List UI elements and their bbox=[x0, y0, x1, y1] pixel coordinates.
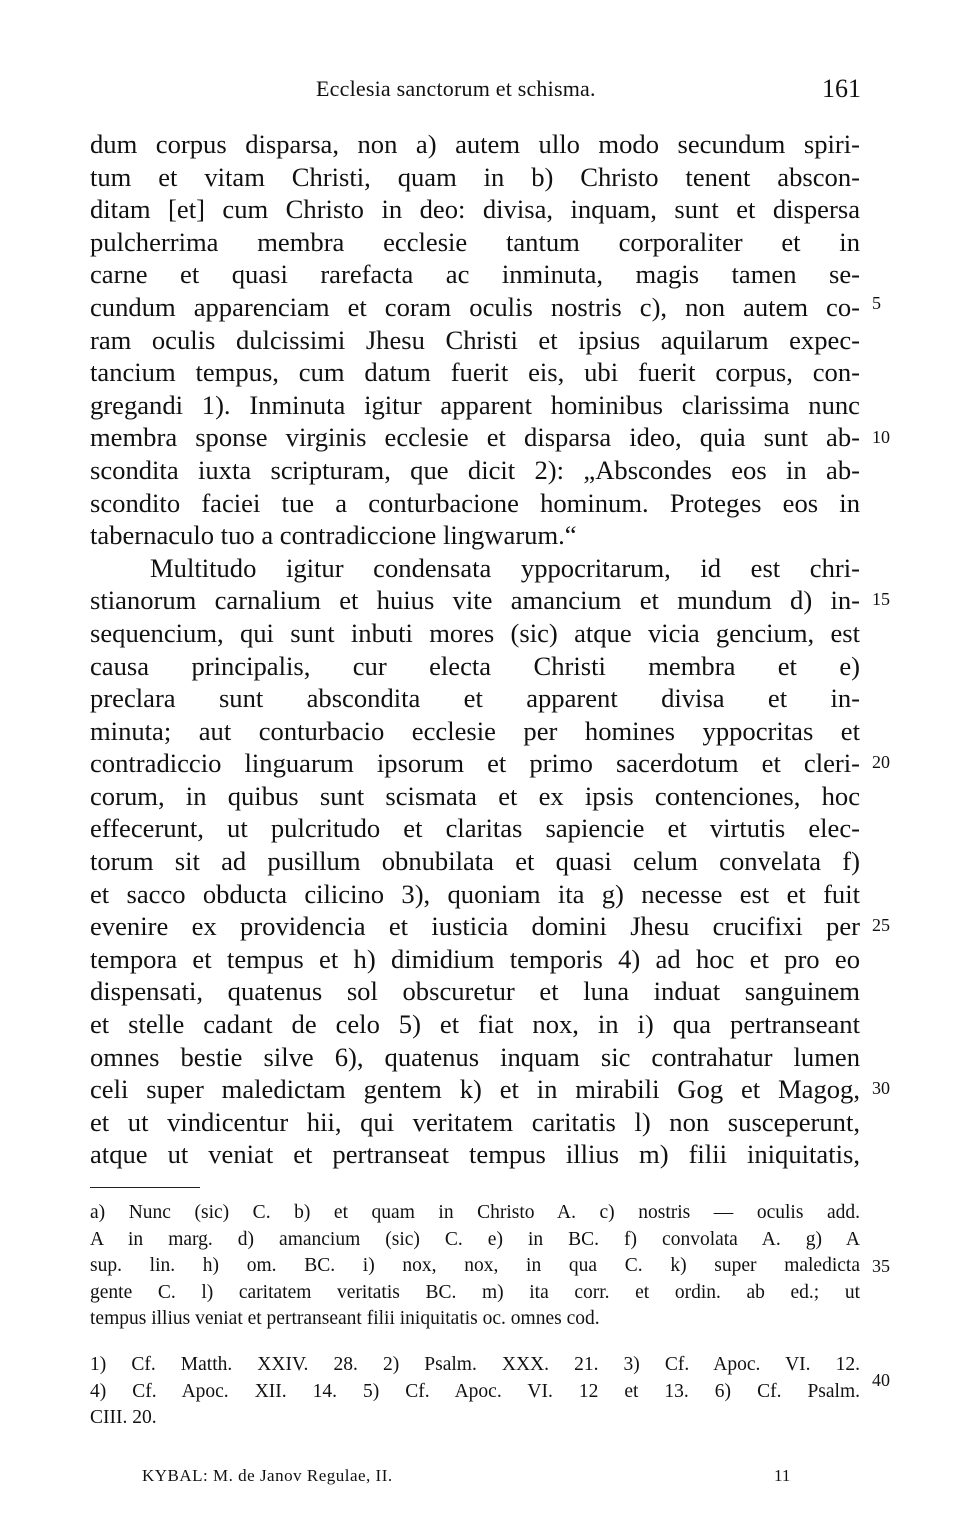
body-line: omnes bestie silve 6), quatenus inquam sic contrahatur lumen bbox=[90, 1041, 860, 1072]
source-notes bbox=[90, 1352, 860, 1432]
body-line: cundum apparenciam et coram oculis nostris c), non autem co- bbox=[90, 291, 860, 322]
body-line: celi super maledictam gentem k) et in mirabili Gog et Magog, bbox=[90, 1074, 860, 1105]
source-line: 4) Cf. Apoc. XII. 14. 5) Cf. Apoc. VI. 12 et 13. 6) Cf. Psalm. bbox=[90, 1380, 860, 1402]
source-line: CIII. 20. bbox=[90, 1407, 157, 1428]
apparatus-line: gente C. l) caritatem veritatis BC. m) ita corr. et ordin. ab ed.; ut bbox=[90, 1281, 860, 1303]
body-line: tabernaculo tuo a contradiccione lingwarum.“ bbox=[90, 520, 577, 551]
body-line: preclara sunt abscondita et apparent divisa et in- bbox=[90, 683, 860, 714]
body-line: causa principalis, cur electa Christi membra et e) bbox=[90, 650, 860, 681]
apparatus-line: a) Nunc (sic) C. b) et quam in Christo A. c) nostris — oculis add. bbox=[90, 1202, 860, 1223]
body-line: dum corpus disparsa, non a) autem ullo modo secundum spiri- bbox=[90, 129, 860, 159]
running-title: Ecclesia sanctorum et schisma. bbox=[316, 76, 596, 101]
body-line: tempora et tempus et h) dimidium temporis 4) ad hoc et pro eo bbox=[90, 943, 860, 974]
body-line: scondita iuxta scripturam, que dicit 2): „Abscondes eos in ab- bbox=[90, 454, 860, 485]
body-line: et stelle cadant de celo 5) et fiat nox, in i) qua pertranseant bbox=[90, 1009, 860, 1040]
body-line: ram oculis dulcissimi Jhesu Christi et ipsius aquilarum expec- bbox=[90, 324, 860, 355]
margin-line-number: 25 bbox=[872, 915, 890, 935]
body-line: torum sit ad pusillum obnubilata et quasi celum convelata f) bbox=[90, 846, 860, 877]
sheet-number: 11 bbox=[774, 1466, 791, 1485]
body-line: scondito faciei tue a conturbacione hominum. Proteges eos in bbox=[90, 487, 860, 518]
body-line: et sacco obducta cilicino 3), quoniam ita g) necesse est et fuit bbox=[90, 878, 860, 909]
body-line: pulcherrima membra ecclesie tantum corporaliter et in bbox=[90, 226, 860, 257]
signature-mark: KYBAL: M. de Janov Regulae, II. bbox=[142, 1466, 393, 1485]
body-line: evenire ex providencia et iusticia domini Jhesu crucifixi per bbox=[90, 911, 860, 942]
footnote-rule bbox=[90, 1187, 200, 1188]
body-line: corum, in quibus sunt scismata et ex ipsis contenciones, hoc bbox=[90, 780, 860, 811]
body-line: effecerunt, ut pulcritudo et claritas sapiencie et virtutis elec- bbox=[90, 813, 860, 844]
body-line: membra sponse virginis ecclesie et disparsa ideo, quia sunt ab- bbox=[90, 422, 860, 453]
margin-line-number: 40 bbox=[872, 1370, 890, 1390]
body-line: atque ut veniat et pertranseat tempus illius m) filii iniquitatis, bbox=[90, 1139, 860, 1170]
body-line: ditam [et] cum Christo in deo: divisa, inquam, sunt et dispersa bbox=[90, 194, 860, 225]
body-line: tum et vitam Christi, quam in b) Christo tenent abscon- bbox=[90, 161, 860, 192]
body-line: sequencium, qui sunt inbuti mores (sic) atque vicia gencium, est bbox=[90, 617, 860, 648]
body-line: gregandi 1). Inminuta igitur apparent hominibus clarissima nunc bbox=[90, 389, 860, 420]
margin-line-number: 35 bbox=[872, 1256, 890, 1276]
body-line: minuta; aut conturbacio ecclesie per homines yppocritas et bbox=[90, 715, 860, 746]
apparatus-line: tempus illius veniat et pertranseant filii iniquitatis oc. omnes cod. bbox=[90, 1308, 600, 1329]
margin-line-number: 10 bbox=[872, 427, 890, 447]
margin-line-number: 15 bbox=[872, 589, 890, 609]
body-line: contradiccio linguarum ipsorum et primo sacerdotum et cleri- bbox=[90, 748, 860, 779]
body-line: dispensati, quatenus sol obscuretur et luna induat sanguinem bbox=[90, 976, 860, 1007]
page-number: 161 bbox=[822, 74, 861, 103]
body-line: carne et quasi rarefacta ac inminuta, magis tamen se- bbox=[90, 259, 860, 290]
body-line: et ut vindicentur hii, qui veritatem caritatis l) non susceperunt, bbox=[90, 1106, 860, 1137]
margin-line-number: 20 bbox=[872, 752, 890, 772]
body-line: tancium tempus, cum datum fuerit eis, ubi fuerit corpus, con- bbox=[90, 357, 860, 388]
source-line: 1) Cf. Matth. XXIV. 28. 2) Psalm. XXX. 21. 3) Cf. Apoc. VI. 12. bbox=[90, 1354, 860, 1375]
apparatus-line: A in marg. d) amancium (sic) C. e) in BC. f) convolata A. g) A bbox=[90, 1228, 860, 1250]
body-line: stianorum carnalium et huius vite amancium et mundum d) in- bbox=[90, 585, 860, 616]
body-line: Multitudo igitur condensata yppocritarum, id est chri- bbox=[150, 552, 860, 583]
critical-apparatus bbox=[90, 1200, 860, 1333]
body-text bbox=[90, 128, 860, 1171]
apparatus-line: sup. lin. h) om. BC. i) nox, nox, in qua C. k) super maledicta bbox=[90, 1255, 860, 1276]
margin-line-number: 30 bbox=[872, 1078, 890, 1098]
margin-line-number: 5 bbox=[872, 293, 881, 313]
